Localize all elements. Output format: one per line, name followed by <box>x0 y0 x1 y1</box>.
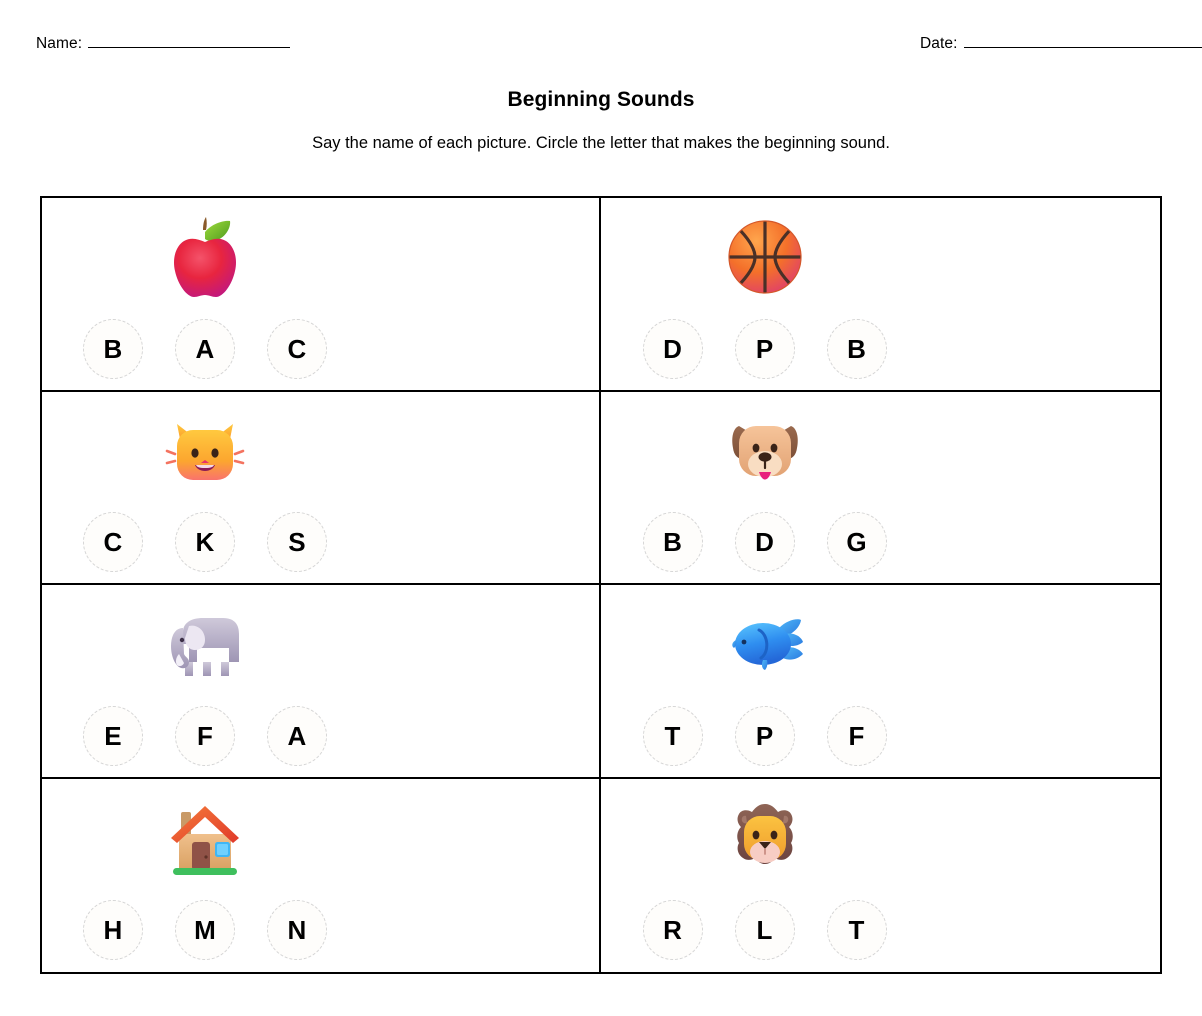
letter-option-circle[interactable]: B <box>83 319 143 379</box>
letter-options <box>83 706 327 766</box>
item-content <box>601 779 928 973</box>
item-content <box>42 585 368 777</box>
worksheet-grid <box>40 196 1162 974</box>
letter-options <box>643 319 887 379</box>
date-label: Date: <box>920 35 958 52</box>
worksheet-item-elephant <box>42 585 601 779</box>
basketball-icon <box>717 209 813 305</box>
date-write-line[interactable] <box>964 34 1202 48</box>
item-content <box>42 779 368 973</box>
letter-option-circle[interactable]: C <box>83 512 143 572</box>
elephant-icon <box>157 596 253 692</box>
letter-options <box>83 900 327 960</box>
letter-option-circle[interactable]: A <box>267 706 327 766</box>
item-content <box>601 392 928 584</box>
letter-option-circle[interactable]: E <box>83 706 143 766</box>
letter-option-circle[interactable]: D <box>735 512 795 572</box>
letter-option-circle[interactable]: P <box>735 319 795 379</box>
letter-options <box>643 512 887 572</box>
letter-option-circle[interactable]: B <box>643 512 703 572</box>
header-fields <box>0 34 1202 60</box>
worksheet-item-lion <box>601 779 1160 973</box>
letter-option-circle[interactable]: P <box>735 706 795 766</box>
name-write-line[interactable] <box>88 34 290 48</box>
worksheet-item-basketball <box>601 198 1160 392</box>
letter-options <box>83 319 327 379</box>
dog-face-icon <box>717 402 813 498</box>
worksheet-item-cat <box>42 392 601 586</box>
page-title: Beginning Sounds <box>507 88 695 111</box>
letter-option-circle[interactable]: T <box>827 900 887 960</box>
date-field[interactable] <box>920 34 1202 54</box>
letter-option-circle[interactable]: M <box>175 900 235 960</box>
cat-face-icon <box>157 402 253 498</box>
letter-option-circle[interactable]: C <box>267 319 327 379</box>
letter-option-circle[interactable]: N <box>267 900 327 960</box>
letter-option-circle[interactable]: F <box>175 706 235 766</box>
item-content <box>601 198 928 390</box>
letter-option-circle[interactable]: F <box>827 706 887 766</box>
item-content <box>601 585 928 777</box>
letter-option-circle[interactable]: D <box>643 319 703 379</box>
letter-option-circle[interactable]: A <box>175 319 235 379</box>
worksheet-item-dog <box>601 392 1160 586</box>
letter-option-circle[interactable]: G <box>827 512 887 572</box>
lion-face-icon <box>717 790 813 886</box>
worksheet-item-apple <box>42 198 601 392</box>
worksheet-item-house <box>42 779 601 973</box>
house-icon <box>157 790 253 886</box>
name-label: Name: <box>36 35 83 52</box>
apple-icon <box>157 209 253 305</box>
letter-options <box>643 706 887 766</box>
letter-option-circle[interactable]: R <box>643 900 703 960</box>
item-content <box>42 198 368 390</box>
worksheet-item-fish <box>601 585 1160 779</box>
letter-option-circle[interactable]: K <box>175 512 235 572</box>
letter-option-circle[interactable]: L <box>735 900 795 960</box>
letter-options <box>83 512 327 572</box>
name-field[interactable] <box>36 34 290 54</box>
item-content <box>42 392 368 584</box>
letter-option-circle[interactable]: T <box>643 706 703 766</box>
fish-icon <box>717 596 813 692</box>
instructions: Say the name of each picture. Circle the letter that makes the beginning sound. <box>312 134 890 152</box>
letter-option-circle[interactable]: H <box>83 900 143 960</box>
letter-option-circle[interactable]: S <box>267 512 327 572</box>
letter-option-circle[interactable]: B <box>827 319 887 379</box>
letter-options <box>643 900 887 960</box>
